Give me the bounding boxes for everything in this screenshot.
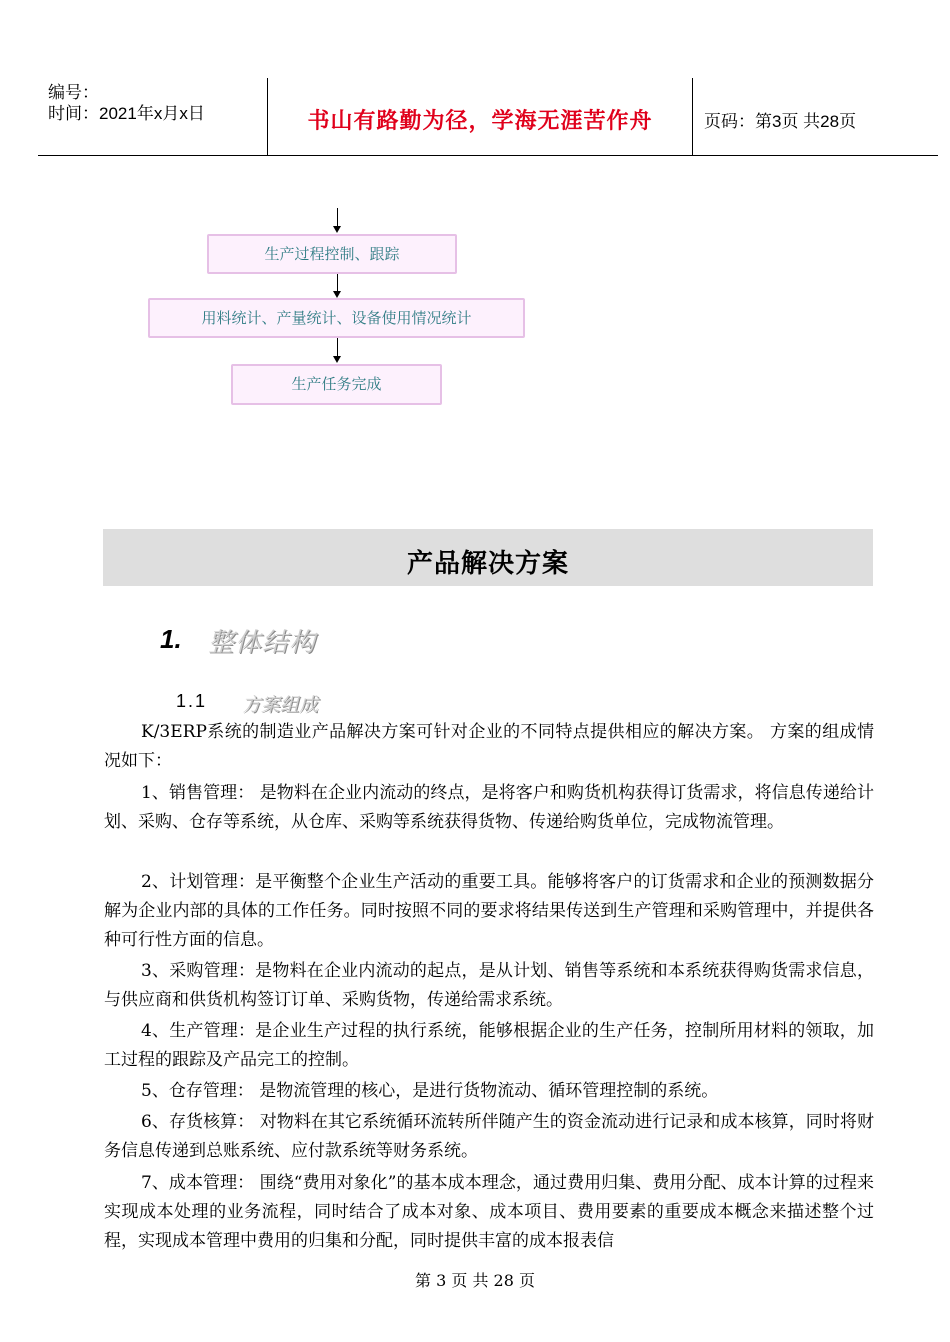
flow-step: 用料统计、产量统计、设备使用情况统计 (148, 298, 525, 338)
body-paragraph: 6、存货核算： 对物料在其它系统循环流转所伴随产生的资金流动进行记录和成本核算，同时将财务信息传递到总账系统、应付款系统等财务系统。 (104, 1112, 874, 1161)
page-footer: 第 3 页 共 28 页 (415, 1271, 535, 1290)
section-banner-title: 产品解决方案 (406, 549, 569, 579)
flow-step: 生产任务完成 (231, 364, 442, 405)
flow-arrow-head (333, 291, 341, 298)
body-paragraph: 7、成本管理： 围绕“费用对象化”的基本成本理念，通过费用归集、费用分配、成本计算的过程来实现成本处理的业务流程，同时结合了成本对象、成本项目、费用要素的重要成本概念来描述整个过程，实现成本管理中费用的归集和分配，同时提供丰富的成本报表信 (104, 1173, 874, 1251)
flow-arrow-line (337, 208, 338, 228)
flow-arrow-line (337, 274, 338, 292)
body-paragraph: 1、销售管理： 是物料在企业内流动的终点，是将客户和购货机构获得订货需求，将信息传递给计划、采购、仓存等系统，从仓库、采购等系统获得货物、传递给购货单位，完成物流管理。 (104, 783, 874, 832)
header-motto: 书山有路勤为径，学海无涯苦作舟 (307, 109, 653, 134)
body-paragraph: K/3ERP系统的制造业产品解决方案可针对企业的不同特点提供相应的解决方案。 方案的组成情况如下： (104, 722, 874, 771)
body-paragraph: 3、采购管理：是物料在企业内流动的起点，是从计划、销售等系统和本系统获得购货需求信息，与供应商和供货机构签订订单、采购货物，传递给需求系统。 (104, 961, 874, 1010)
heading-2-number: 1.1 (176, 691, 208, 711)
flow-arrow-head (333, 226, 341, 233)
flow-step: 生产过程控制、跟踪 (207, 234, 457, 274)
heading-2-title: 方案组成 (242, 694, 319, 716)
flowchart (0, 0, 950, 420)
header-page-info: 页码：第3页 共28页 (704, 112, 857, 131)
heading-1-title: 整体结构 (208, 628, 317, 658)
body-paragraph: 4、生产管理：是企业生产过程的执行系统，能够根据企业的生产任务，控制所用材料的领取，加工过程的跟踪及产品完工的控制。 (104, 1021, 874, 1070)
flow-arrow-line (337, 338, 338, 357)
body-paragraph: 5、仓存管理： 是物流管理的核心，是进行货物流动、循环管理控制的系统。 (141, 1081, 719, 1101)
heading-1-number: 1. (160, 624, 182, 654)
document-number-label: 编号： (48, 83, 99, 102)
flow-arrow-head (333, 356, 341, 363)
document-time-label: 时间：2021年x月x日 (48, 104, 205, 123)
body-paragraph: 2、计划管理：是平衡整个企业生产活动的重要工具。能够将客户的订货需求和企业的预测数据分解为企业内部的具体的工作任务。同时按照不同的要求将结果传送到生产管理和采购管理中，并提供各种可行性方面的信息。 (104, 872, 874, 950)
